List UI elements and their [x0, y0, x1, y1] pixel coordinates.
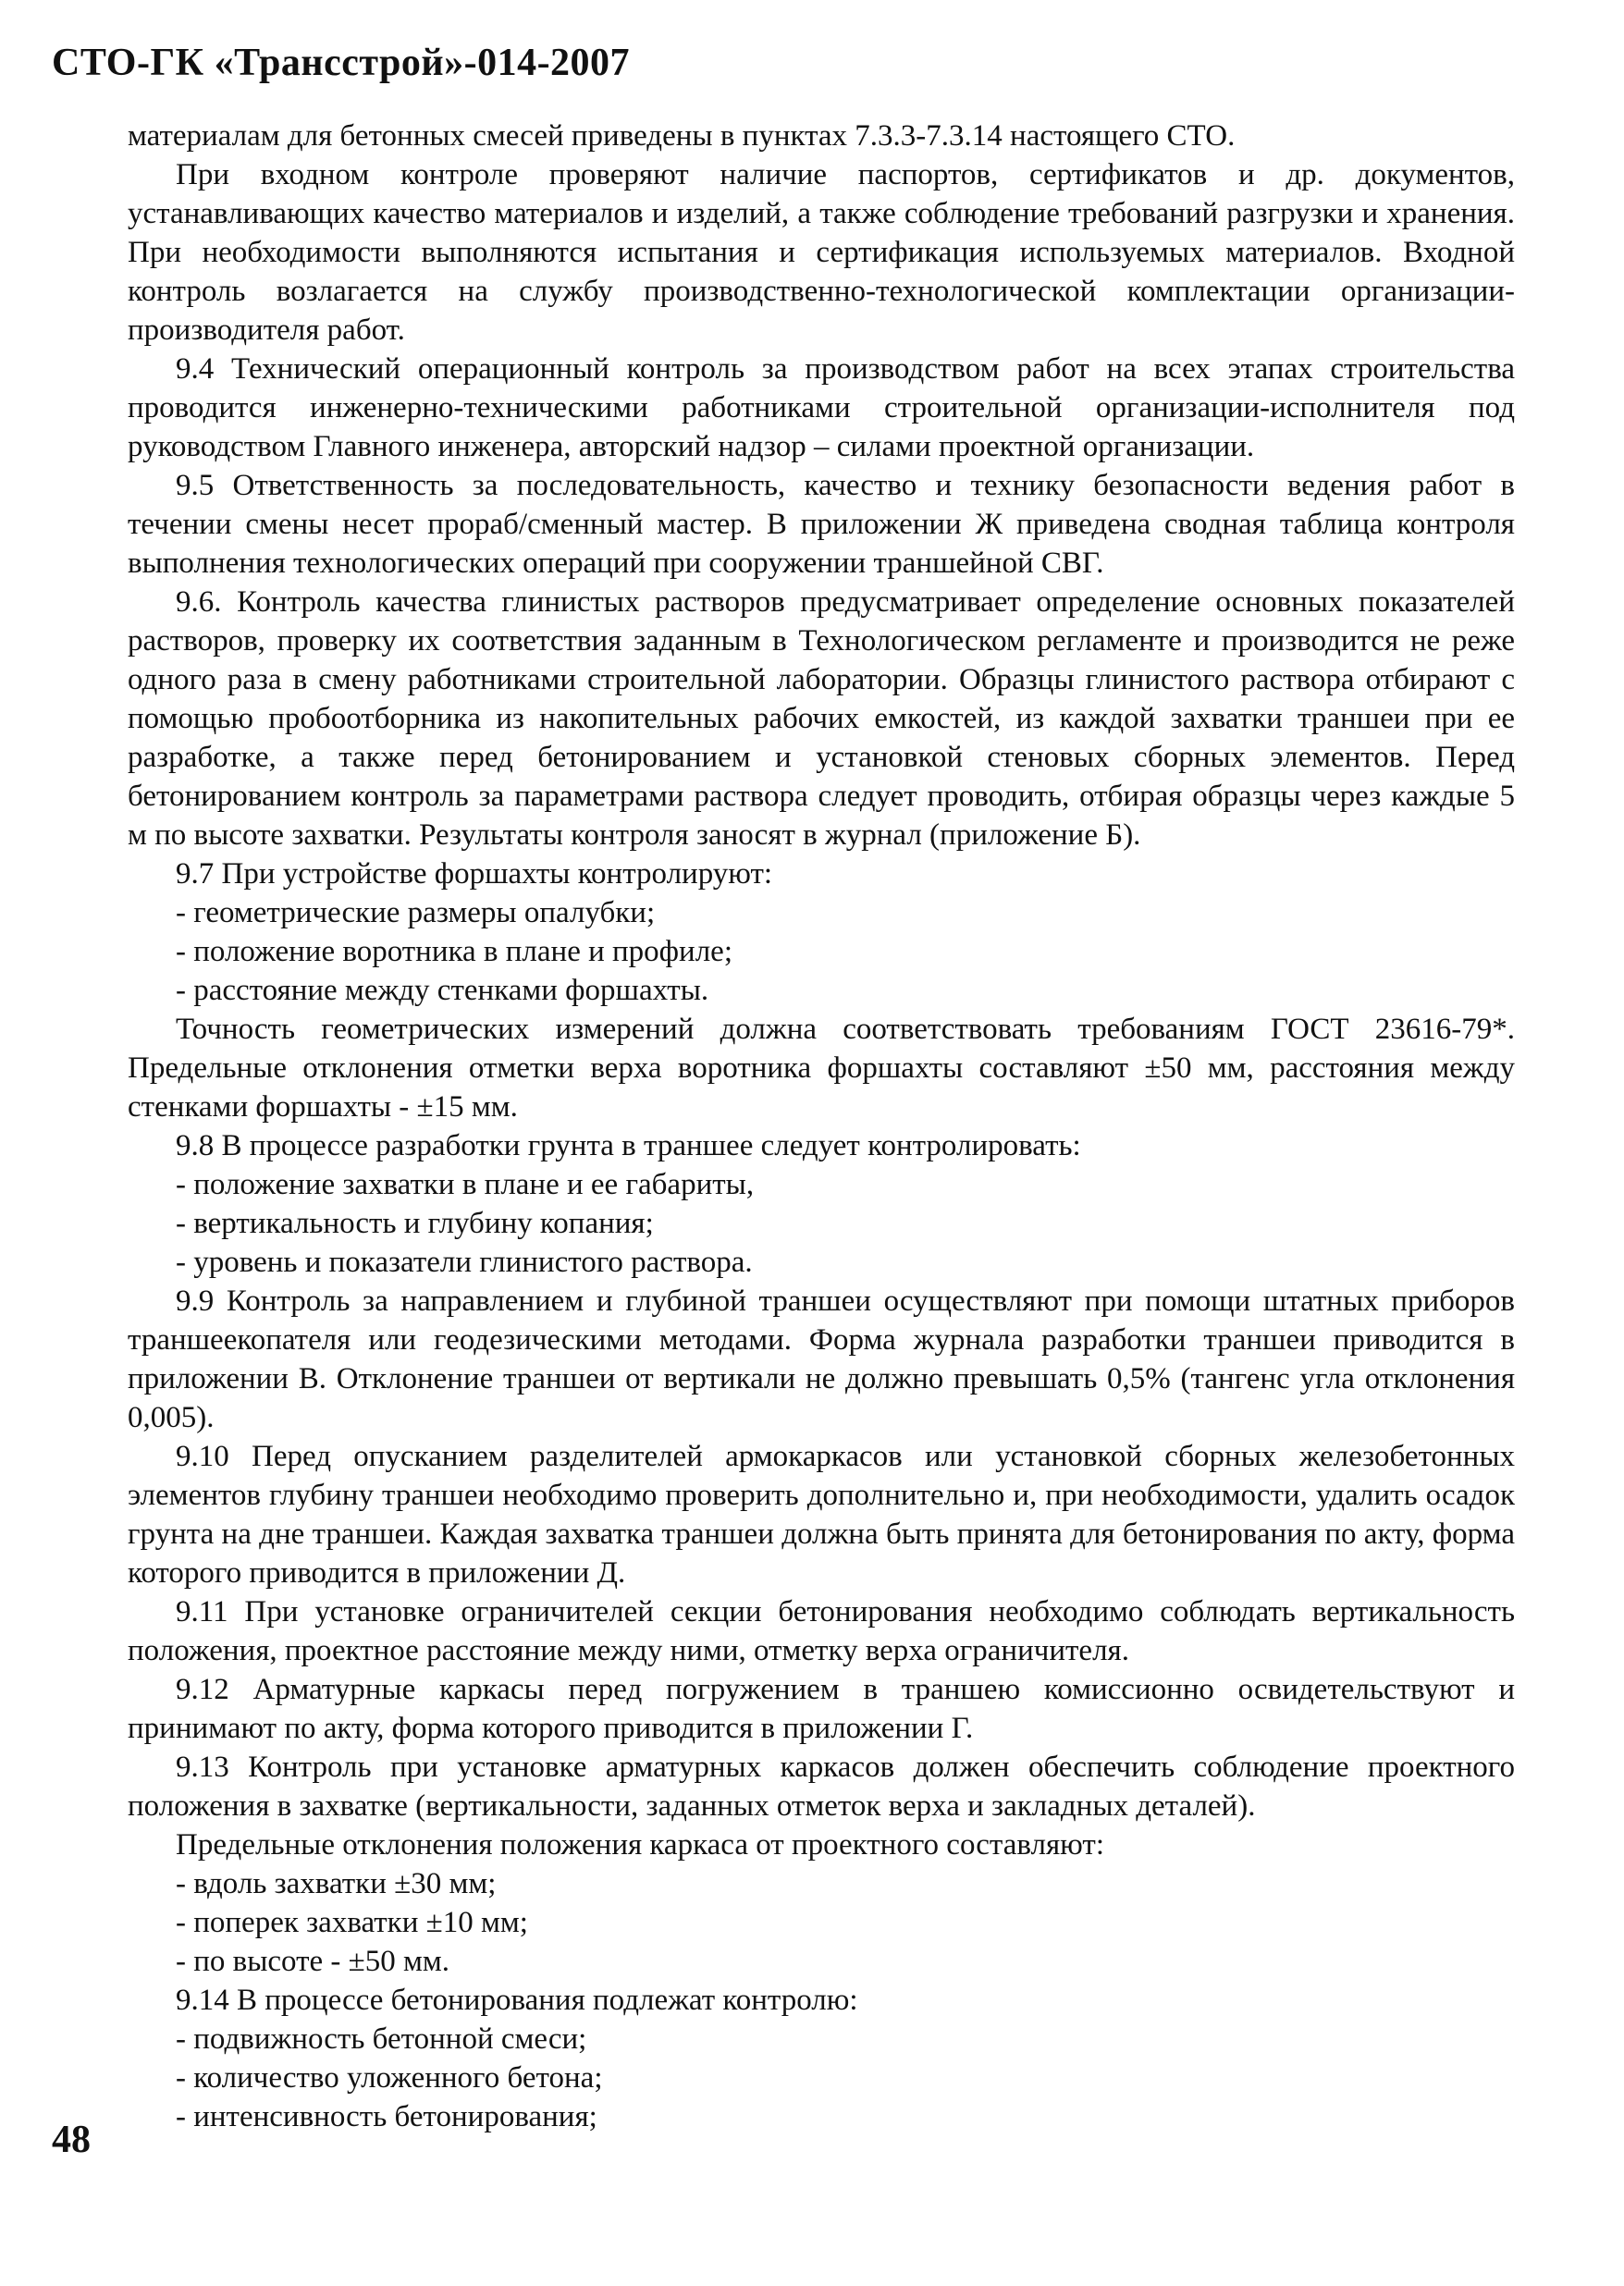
document-body: [128, 117, 1515, 2136]
paragraph-9-13: 9.13 Контроль при установке арматурных каркасов должен обеспечить соблюдение проектного положения в захватке (вертикальности, заданных отметок верха и закладных деталей).: [128, 1751, 1515, 1823]
paragraph-9-6: 9.6. Контроль качества глинистых растворов предусматривает определение основных показателей растворов, проверку их соответствия заданным в Технологическом регламенте и производится не реже одного раза в смену работниками строительной лаборатории. Образцы глинистого раствора отбирают с помощью пробоотборника из накопительных рабочих емкостей, из каждой захватки траншеи при ее разработке, а также перед бетонированием и установкой стеновых сборных элементов. Перед бетонированием контроль за параметрами раствора следует проводить, отбирая образцы через каждые 5 м по высоте захватки. Результаты контроля заносят в журнал (приложение Б).: [128, 585, 1515, 852]
paragraph-9-12: 9.12 Арматурные каркасы перед погружением в траншею комиссионно освидетельствуют и принимают по акту, форма которого приводится в приложении Г.: [128, 1673, 1515, 1745]
list-item: - вдоль захватки ±30 мм;: [176, 1867, 497, 1900]
list-item: - уровень и показатели глинистого раствора.: [176, 1246, 753, 1279]
paragraph-9-10: 9.10 Перед опусканием разделителей армокаркасов или установкой сборных железобетонных элементов глубину траншеи необходимо проверить дополнительно и, при необходимости, удалить осадок грунта на дне траншеи. Каждая захватка траншеи должна быть принята для бетонирования по акту, форма которого приводится в приложении Д.: [128, 1440, 1515, 1590]
list-item: - положение воротника в плане и профиле;: [176, 935, 732, 968]
list-item: - поперек захватки ±10 мм;: [176, 1906, 528, 1939]
paragraph-9-7: 9.7 При устройстве форшахты контролируют:: [176, 857, 773, 891]
list-item: - расстояние между стенками форшахты.: [176, 974, 709, 1007]
list-item: - положение захватки в плане и ее габариты,: [176, 1168, 755, 1201]
paragraph-9-9: 9.9 Контроль за направлением и глубиной траншеи осуществляют при помощи штатных приборов траншеекопателя или геодезическими методами. Форма журнала разработки траншеи приводится в приложении В. Отклонение траншеи от вертикали не должно превышать 0,5% (тангенс угла отклонения 0,005).: [128, 1284, 1515, 1434]
paragraph-9-11: 9.11 При установке ограничителей секции бетонирования необходимо соблюдать вертикальность положения, проектное расстояние между ними, отметку верха ограничителя.: [128, 1595, 1515, 1667]
paragraph-9-14: 9.14 В процессе бетонирования подлежат контролю:: [176, 1984, 858, 2017]
list-item: - интенсивность бетонирования;: [176, 2100, 597, 2133]
paragraph-9-8: 9.8 В процессе разработки грунта в траншее следует контролировать:: [176, 1129, 1081, 1162]
list-item: - вертикальность и глубину копания;: [176, 1207, 654, 1240]
document-header: СТО-ГК «Трансстрой»-014-2007: [52, 42, 631, 84]
paragraph-tolerances: Предельные отклонения положения каркаса от проектного составляют:: [176, 1828, 1104, 1862]
paragraph-accuracy: Точность геометрических измерений должна соответствовать требованиям ГОСТ 23616-79*. Предельные отклонения отметки верха воротника форшахты составляют ±50 мм, расстояния между стенками форшахты - ±15 мм.: [128, 1013, 1515, 1124]
paragraph-continuation: материалам для бетонных смесей приведены в пунктах 7.3.3-7.3.14 настоящего СТО.: [128, 119, 1236, 153]
page-number: 48: [52, 2119, 91, 2161]
paragraph-9-4: 9.4 Технический операционный контроль за производством работ на всех этапах строительства проводится инженерно-техническими работниками строительной организации-исполнителя под руководством Главного инженера, авторский надзор – силами проектной организации.: [128, 352, 1515, 463]
list-item: - количество уложенного бетона;: [176, 2061, 603, 2095]
list-item: - подвижность бетонной смеси;: [176, 2022, 587, 2056]
list-item: - геометрические размеры опалубки;: [176, 896, 656, 929]
list-item: - по высоте - ±50 мм.: [176, 1945, 450, 1978]
paragraph-input-control: При входном контроле проверяют наличие паспортов, сертификатов и др. документов, устанавливающих качество материалов и изделий, а также соблюдение требований разгрузки и хранения. При необходимости выполняются испытания и сертификация используемых материалов. Входной контроль возлагается на службу производственно-технологической комплектации организации-производителя работ.: [128, 158, 1515, 347]
paragraph-9-5: 9.5 Ответственность за последовательность, качество и технику безопасности ведения работ в течении смены несет прораб/сменный мастер. В приложении Ж приведена сводная таблица контроля выполнения технологических операций при сооружении траншейной СВГ.: [128, 469, 1515, 580]
